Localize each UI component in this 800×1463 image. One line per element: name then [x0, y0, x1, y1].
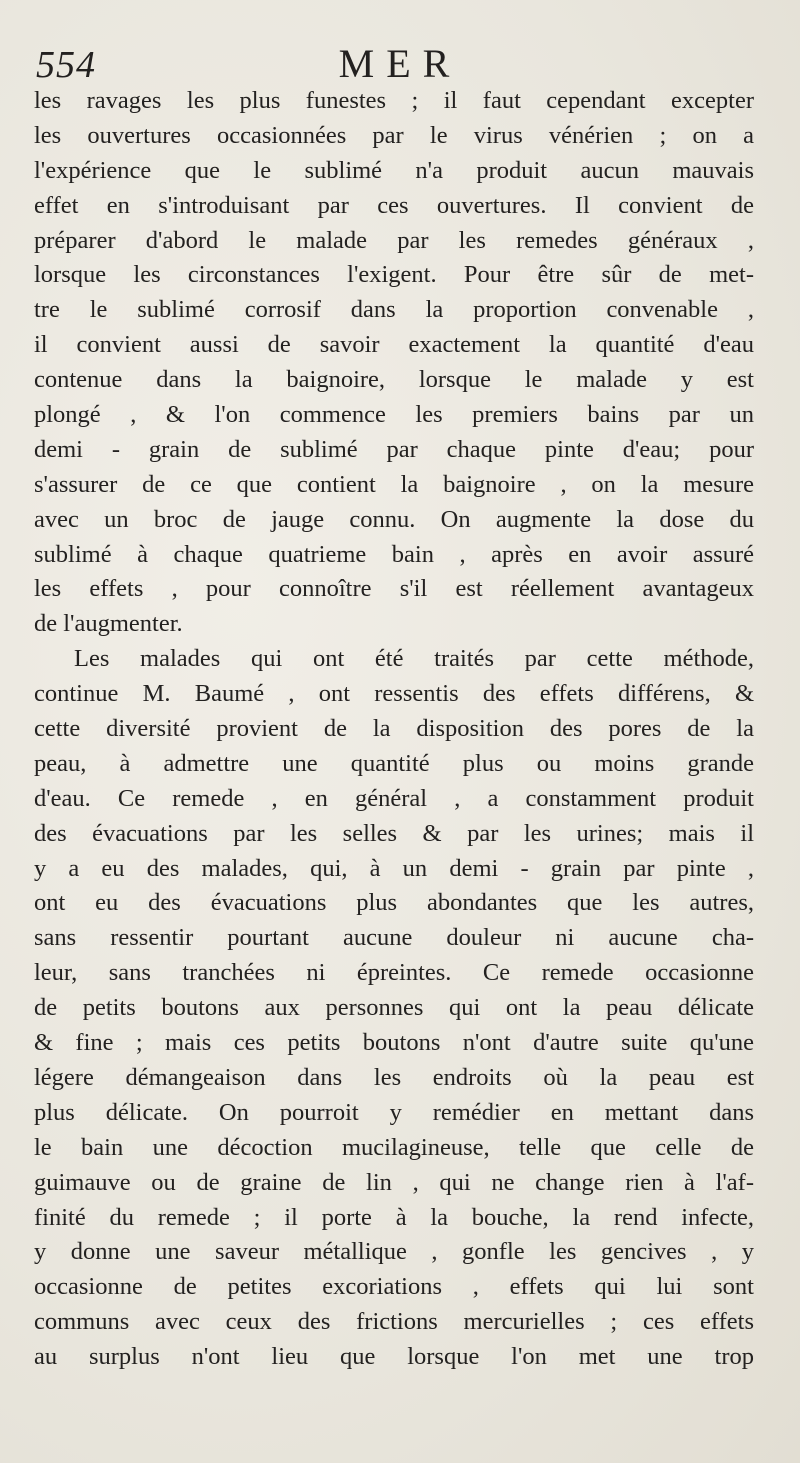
text-line: préparer d'abord le malade par les remedes généraux , [34, 226, 754, 254]
text-line: lorsque les circonstances l'exigent. Pour être sûr de met- [34, 261, 754, 289]
text-line: plongé , & l'on commence les premiers bains par un [34, 401, 754, 429]
text-line: cette diversité provient de la disposition des pores de la [34, 715, 754, 743]
text-line: les ravages les plus funestes ; il faut cependant excepter [34, 87, 754, 114]
text-line: sans ressentir pourtant aucune douleur ni aucune cha- [34, 924, 754, 952]
text-line: l'expérience que le sublimé n'a produit aucun mauvais [34, 156, 754, 184]
text-line: légere démangeaison dans les endroits où la peau est [34, 1063, 754, 1091]
text-line: occasionne de petites excoriations , effets qui lui sont [34, 1273, 754, 1301]
text-line: & fine ; mais ces petits boutons n'ont d'autre suite qu'une [34, 1029, 754, 1057]
text-line: continue M. Baumé , ont ressentis des effets différens, & [34, 680, 754, 708]
text-line: peau, à admettre une quantité plus ou moins grande [34, 749, 754, 777]
text-line: il convient aussi de savoir exactement la quantité d'eau [34, 331, 754, 359]
text-line: effet en s'introduisant par ces ouvertures. Il convient de [34, 191, 754, 219]
text-line: les ouvertures occasionnées par le virus vénérien ; on a [34, 121, 754, 149]
text-line: leur, sans tranchées ni épreintes. Ce remede occasionne [34, 959, 754, 987]
text-line: communs avec ceux des frictions mercurielles ; ces effets [34, 1308, 754, 1336]
text-line: plus délicate. On pourroit y remédier en mettant dans [34, 1098, 754, 1126]
paragraph-start-line: Les malades qui ont été traités par cette méthode, [74, 645, 754, 673]
text-line: tre le sublimé corrosif dans la proportion convenable , [34, 296, 754, 324]
text-line: demi - grain de sublimé par chaque pinte d'eau; pour [34, 435, 754, 463]
text-line: ont eu des évacuations plus abondantes que les autres, [34, 889, 754, 917]
text-line: d'eau. Ce remede , en général , a constamment produit [34, 784, 754, 812]
text-line: finité du remede ; il porte à la bouche, la rend infecte, [34, 1203, 754, 1231]
text-line: de l'augmenter. [34, 610, 183, 638]
text-line: au surplus n'ont lieu que lorsque l'on met une trop [34, 1343, 754, 1371]
text-line: sublimé à chaque quatrieme bain , après en avoir assuré [34, 540, 754, 568]
body-text [34, 84, 754, 1375]
text-line: les effets , pour connoître s'il est réellement avantageux [34, 575, 754, 603]
page-number: 554 [36, 44, 96, 86]
running-head: MER [338, 41, 462, 86]
text-line: des évacuations par les selles & par les urines; mais il [34, 819, 754, 847]
text-line: y donne une saveur métallique , gonfle les gencives , y [34, 1238, 754, 1266]
text-line: guimauve ou de graine de lin , qui ne change rien à l'af- [34, 1168, 754, 1196]
text-line: s'assurer de ce que contient la baignoire , on la mesure [34, 470, 754, 498]
text-line: le bain une décoction mucilagineuse, telle que celle de [34, 1133, 754, 1161]
text-line: avec un broc de jauge connu. On augmente la dose du [34, 505, 754, 533]
text-line: contenue dans la baignoire, lorsque le malade y est [34, 366, 754, 394]
text-line: y a eu des malades, qui, à un demi - grain par pinte , [34, 854, 754, 882]
text-line: de petits boutons aux personnes qui ont la peau délicate [34, 994, 754, 1022]
